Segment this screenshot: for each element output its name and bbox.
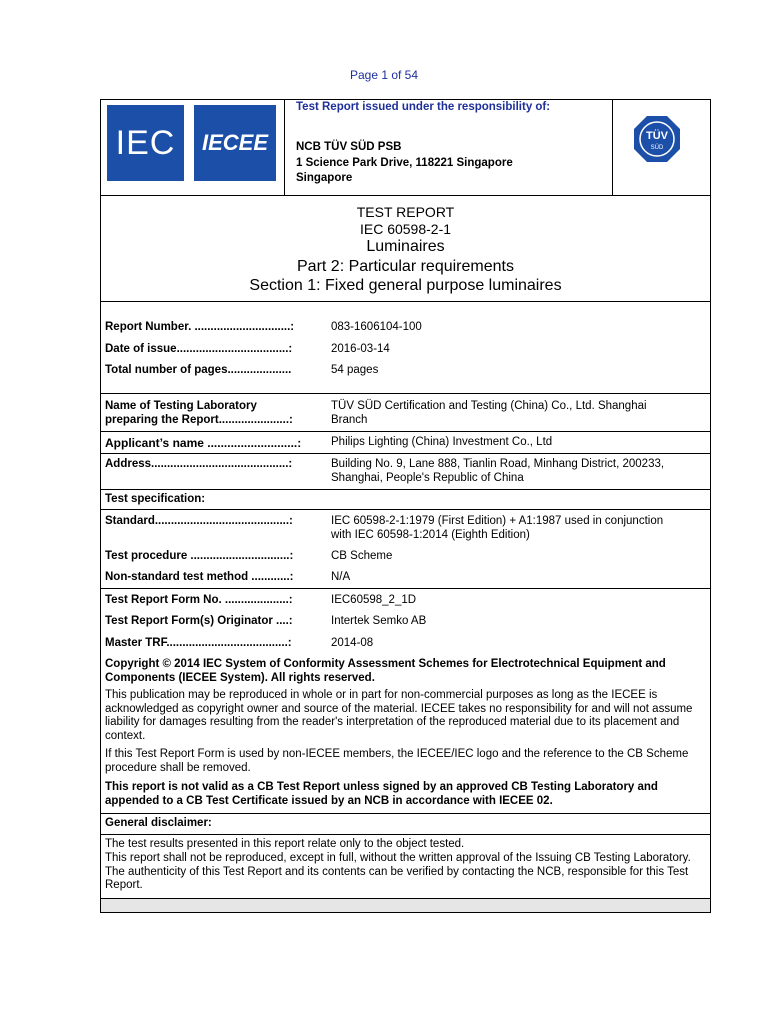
report-number-label: Report Number. ..............................: xyxy=(105,321,295,333)
test-procedure-label: Test procedure ...............................: xyxy=(105,550,294,562)
standard-value-2: with IEC 60598-1:2014 (Eighth Edition) xyxy=(331,529,530,541)
master-trf-label: Master TRF......................................: xyxy=(105,637,292,649)
title-test-report: TEST REPORT xyxy=(356,204,455,220)
address-value-1: Building No. 9, Lane 888, Tianlin Road, Minhang District, 200233, xyxy=(331,458,665,470)
footer-shaded-row xyxy=(101,899,710,912)
total-pages-label: Total number of pages.................... xyxy=(105,364,292,376)
test-procedure-value: CB Scheme xyxy=(331,550,393,562)
iec-logo xyxy=(107,105,184,181)
total-pages-value: 54 pages xyxy=(331,364,379,376)
applicant-name-value: Philips Lighting (China) Investment Co., Ltd xyxy=(331,436,553,448)
issuer-address-line-2: Singapore xyxy=(296,172,353,184)
tuv-logo-bottom-text: SÜD xyxy=(650,145,664,151)
report-cover-frame xyxy=(100,99,711,913)
disclaimer-heading: General disclaimer: xyxy=(105,817,212,829)
form-number-value: IEC60598_2_1D xyxy=(331,594,417,606)
applicant-name-label: Applicant’s name ...........................: xyxy=(105,436,302,450)
issuer-address-line-1: 1 Science Park Drive, 118221 Singapore xyxy=(296,157,513,169)
title-standard: IEC 60598-2-1 xyxy=(359,221,452,237)
date-of-issue-value: 2016-03-14 xyxy=(331,343,390,355)
form-originator-value: Intertek Semko AB xyxy=(331,615,427,627)
testing-lab-value-1: TÜV SÜD Certification and Testing (China) Co., Ltd. Shanghai xyxy=(331,400,647,412)
non-standard-method-value: N/A xyxy=(331,571,351,583)
report-number-value: 083-1606104-100 xyxy=(331,321,422,333)
standard-label: Standard..........................................: xyxy=(105,515,293,527)
testing-lab-label-1: Name of Testing Laboratory xyxy=(105,400,257,412)
form-originator-label: Test Report Form(s) Originator ....: xyxy=(105,615,293,627)
disclaimer-text-2: This report shall not be reproduced, except in full, without the written approval of the Issuing CB Testing Laboratory. The authenticity of this Test Report and its contents can be verified by contacting the NCB, responsible for this Test Report. xyxy=(105,852,691,891)
copyright-paragraph-1: This publication may be reproduced in whole or in part for non-commercial purposes as long as the IECEE is acknowledged as copyright owner and source of the material. IECEE takes no responsibility for and will not assume liability for damages resulting from the reader's interpretation of the reproduced material due to its placement and context. xyxy=(105,689,693,742)
issuer-name: NCB TÜV SÜD PSB xyxy=(296,141,402,153)
responsibility-label: Test Report issued under the responsibility of: xyxy=(296,101,551,113)
iecee-logo xyxy=(194,105,276,181)
iec-logo-text: IEC xyxy=(115,123,176,162)
master-trf-value: 2014-08 xyxy=(331,637,374,649)
title-part: Part 2: Particular requirements xyxy=(297,258,514,275)
test-spec-heading: Test specification: xyxy=(105,493,206,505)
iecee-logo-text: IECEE xyxy=(201,130,269,155)
copyright-paragraph-2: If this Test Report Form is used by non-IECEE members, the IECEE/IEC logo and the reference to the CB Scheme procedure shall be removed. xyxy=(105,748,689,774)
non-standard-method-label: Non-standard test method ............: xyxy=(105,571,294,583)
testing-lab-value-2: Branch xyxy=(331,414,368,426)
address-label: Address...........................................: xyxy=(105,458,293,470)
form-number-label: Test Report Form No. ....................: xyxy=(105,594,293,606)
disclaimer-text-1: The test results presented in this report relate only to the object tested. xyxy=(105,838,465,850)
title-section: Section 1: Fixed general purpose luminaires xyxy=(249,277,562,294)
tuv-logo-top-text: TÜV xyxy=(646,130,668,142)
address-value-2: Shanghai, People's Republic of China xyxy=(331,472,524,484)
tuv-sud-logo xyxy=(633,115,681,163)
standard-value-1: IEC 60598-2-1:1979 (First Edition) + A1:1987 used in conjunction xyxy=(331,515,664,527)
testing-lab-label-2: preparing the Report......................: xyxy=(105,414,293,426)
title-luminaires: Luminaires xyxy=(366,238,445,255)
date-of-issue-label: Date of issue...................................: xyxy=(105,343,293,355)
copyright-heading: Copyright © 2014 IEC System of Conformity Assessment Schemes for Electrotechnical Equipment and Components (IECEE System). All rights reserved. xyxy=(105,658,666,684)
page-number: Page 1 of 54 xyxy=(349,68,419,82)
validity-notice: This report is not valid as a CB Test Report unless signed by an approved CB Testing Laboratory and appended to a CB Test Certificate issued by an NCB in accordance with IECEE 02. xyxy=(105,781,658,807)
